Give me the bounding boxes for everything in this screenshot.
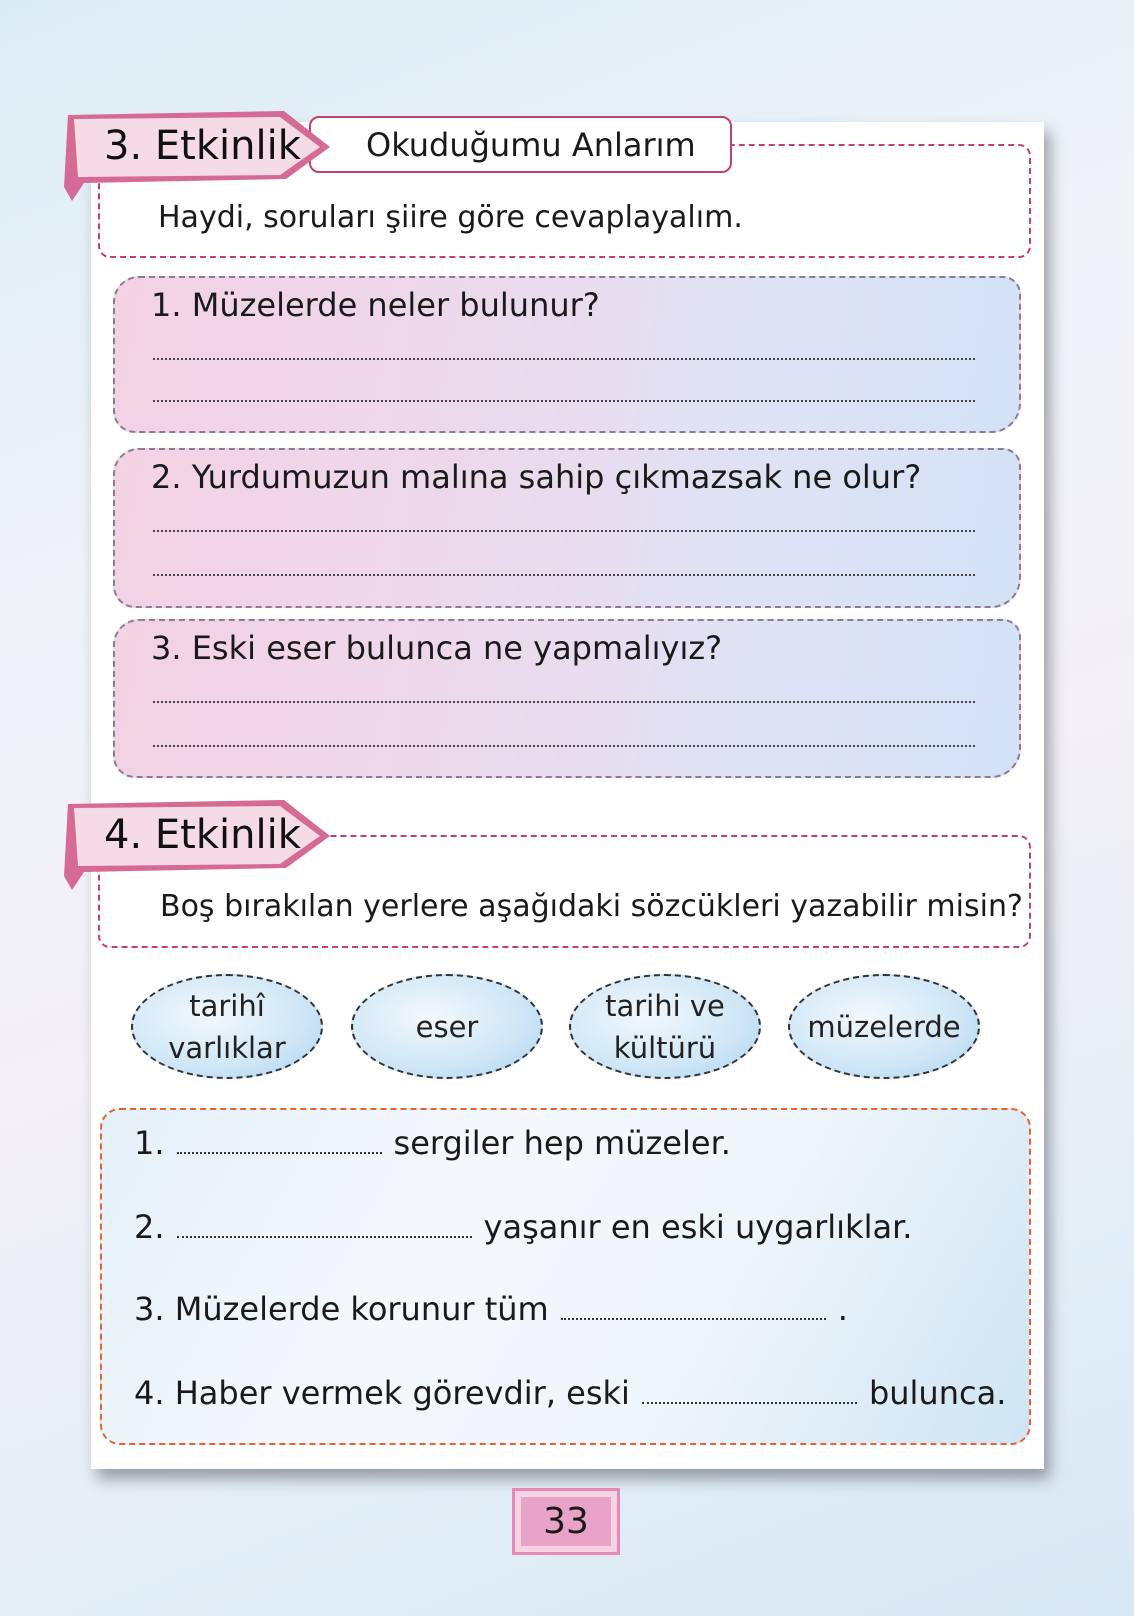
question-box-1 — [113, 276, 1021, 433]
word-text: tarihî — [189, 988, 265, 1023]
sentence-text: Haber vermek görevdir, eski — [174, 1374, 630, 1412]
sentence-number: 3. — [134, 1290, 165, 1328]
question-1: 1. Müzelerde neler bulunur? — [151, 286, 600, 324]
word-text: müzelerde — [807, 1009, 961, 1044]
blank[interactable] — [177, 1150, 382, 1154]
activity-4-label: 4. Etkinlik — [104, 812, 301, 858]
answer-line[interactable] — [153, 358, 975, 360]
word-text: kültürü — [613, 1030, 717, 1065]
activity-4-instruction: Boş bırakılan yerlere aşağıdaki sözcükleri yazabilir misin? — [160, 889, 1023, 924]
sentence-3 — [134, 1290, 848, 1328]
sentence-text: . — [837, 1290, 848, 1328]
question-box-2 — [113, 448, 1021, 608]
activity-3-instruction: Haydi, soruları şiire göre cevaplayalım. — [158, 200, 743, 235]
fill-in-box — [100, 1108, 1031, 1445]
sentence-number: 1. — [134, 1124, 165, 1162]
sentence-text: bulunca. — [868, 1374, 1007, 1412]
sentence-number: 2. — [134, 1208, 165, 1246]
sentence-number: 4. — [134, 1374, 165, 1412]
blank[interactable] — [561, 1316, 826, 1320]
page-number: 33 — [512, 1488, 620, 1555]
activity-3-label: 3. Etkinlik — [104, 123, 301, 169]
sentence-1 — [134, 1124, 731, 1162]
word-oval-eser — [351, 974, 543, 1079]
sentence-text: yaşanır en eski uygarlıklar. — [483, 1208, 913, 1246]
answer-line[interactable] — [153, 745, 975, 747]
sentence-text: sergiler hep müzeler. — [393, 1124, 731, 1162]
activity-4-banner — [64, 796, 335, 890]
activity-3-banner — [64, 107, 335, 201]
activity-3-title: Okuduğumu Anlarım — [309, 116, 732, 173]
answer-line[interactable] — [153, 400, 975, 402]
blank[interactable] — [642, 1400, 857, 1404]
question-2: 2. Yurdumuzun malına sahip çıkmazsak ne olur? — [151, 458, 922, 496]
word-oval-tarihi-varliklar — [131, 974, 323, 1079]
word-text: varlıklar — [168, 1030, 286, 1065]
sentence-text: Müzelerde korunur tüm — [174, 1290, 549, 1328]
question-3: 3. Eski eser bulunca ne yapmalıyız? — [151, 629, 723, 667]
sentence-2 — [134, 1208, 912, 1246]
blank[interactable] — [177, 1234, 472, 1238]
answer-line[interactable] — [153, 701, 975, 703]
word-oval-tarihi-ve-kulturu — [569, 974, 761, 1079]
question-box-3 — [113, 619, 1021, 778]
sentence-4 — [134, 1374, 1006, 1412]
word-text: eser — [415, 1009, 479, 1044]
answer-line[interactable] — [153, 574, 975, 576]
answer-line[interactable] — [153, 530, 975, 532]
word-oval-muzelerde — [788, 974, 980, 1079]
word-text: tarihi ve — [605, 988, 725, 1023]
